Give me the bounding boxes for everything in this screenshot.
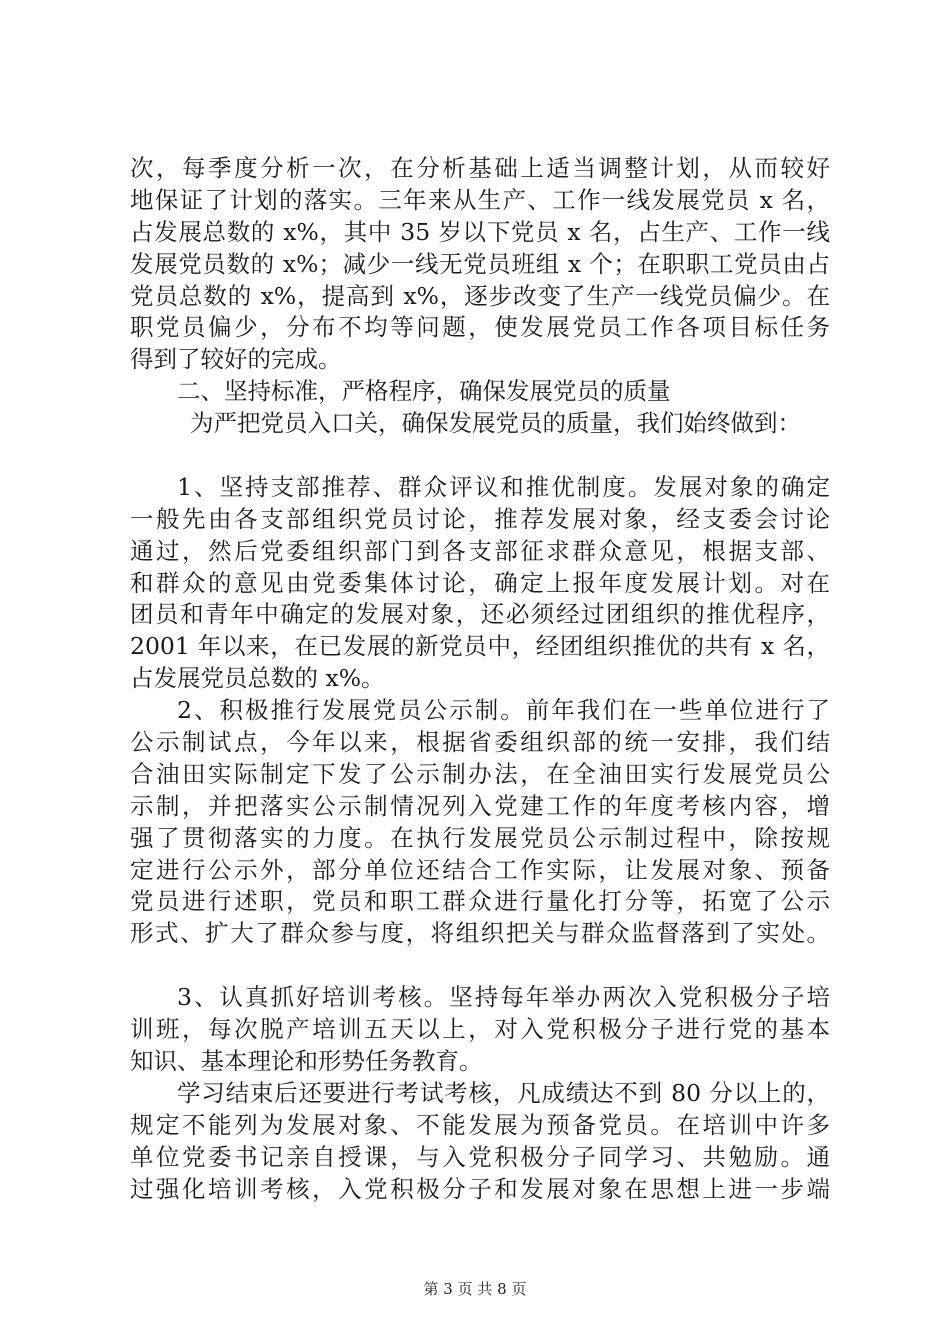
- text-line: 通过，然后党委组织部门到各支部征求群众意见，根据支部、: [130, 536, 830, 565]
- text-line: 职党员偏少，分布不均等问题，使发展党员工作各项目标任务: [130, 313, 830, 342]
- text-line: 合油田实际制定下发了公示制办法，在全油田实行发展党员公: [130, 759, 830, 788]
- text-line: 地保证了计划的落实。三年来从生产、工作一线发展党员 x 名，: [130, 185, 830, 214]
- paragraph-gap: [130, 950, 830, 982]
- paragraph-gap: [130, 440, 830, 472]
- text-line: 得到了较好的完成。: [130, 345, 342, 374]
- text-line: 形式、扩大了群众参与度，将组织把关与群众监督落到了实处。: [130, 919, 830, 948]
- text-line: 2、积极推行发展党员公示制。前年我们在一些单位进行了: [177, 696, 830, 725]
- text-line: 为严把党员入口关，确保发展党员的质量，我们始终做到：: [190, 409, 801, 438]
- section-heading: 二、坚持标准，严格程序，确保发展党员的质量: [177, 377, 671, 406]
- text-line: 公示制试点，今年以来，根据省委组织部的统一安排，我们结: [130, 728, 830, 757]
- text-line: 学习结束后还要进行考试考核，凡成绩达不到 80 分以上的，: [177, 1078, 830, 1107]
- text-line: 训班，每次脱产培训五天以上，对入党积极分子进行党的基本: [130, 1015, 830, 1044]
- text-line: 次，每季度分析一次，在分析基础上适当调整计划，从而较好: [130, 154, 830, 182]
- text-line: 团员和青年中确定的发展对象，还必须经过团组织的推优程序，: [130, 600, 830, 629]
- text-line: 1、坚持支部推荐、群众评议和推优制度。发展对象的确定: [177, 472, 830, 501]
- text-line: 单位党委书记亲自授课，与入党积极分子同学习、共勉励。通: [130, 1142, 830, 1171]
- text-line: 3、认真抓好培训考核。坚持每年举办两次入党积极分子培: [177, 983, 830, 1012]
- text-line: 强了贯彻落实的力度。在执行发展党员公示制过程中，除按规: [130, 823, 830, 852]
- text-line: 一般先由各支部组织党员讨论，推荐发展对象，经支委会讨论: [130, 504, 830, 533]
- page-footer: 第 3 页 共 8 页: [423, 1280, 527, 1298]
- text-line: 定进行公示外，部分单位还结合工作实际，让发展对象、预备: [130, 855, 830, 884]
- body-text: [130, 153, 830, 1205]
- text-line: 过强化培训考核，入党积极分子和发展对象在思想上进一步端: [130, 1174, 830, 1203]
- text-line: 2001 年以来，在已发展的新党员中，经团组织推优的共有 x 名，: [130, 632, 830, 661]
- text-line: 发展党员数的 x%；减少一线无党员班组 x 个；在职职工党员由占: [130, 249, 830, 278]
- text-line: 党员总数的 x%，提高到 x%，逐步改变了生产一线党员偏少。在: [130, 281, 830, 310]
- text-line: 占发展党员总数的 x%。: [130, 664, 385, 693]
- text-line: 党员进行述职，党员和职工群众进行量化打分等，拓宽了公示: [130, 887, 830, 916]
- text-line: 和群众的意见由党委集体讨论，确定上报年度发展计划。对在: [130, 568, 830, 597]
- text-line: 规定不能列为发展对象、不能发展为预备党员。在培训中许多: [130, 1110, 830, 1139]
- text-line: 示制，并把落实公示制情况列入党建工作的年度考核内容，增: [130, 791, 830, 820]
- text-line: 知识、基本理论和形势任务教育。: [130, 1046, 483, 1075]
- text-line: 占发展总数的 x%，其中 35 岁以下党员 x 名，占生产、工作一线: [130, 217, 830, 246]
